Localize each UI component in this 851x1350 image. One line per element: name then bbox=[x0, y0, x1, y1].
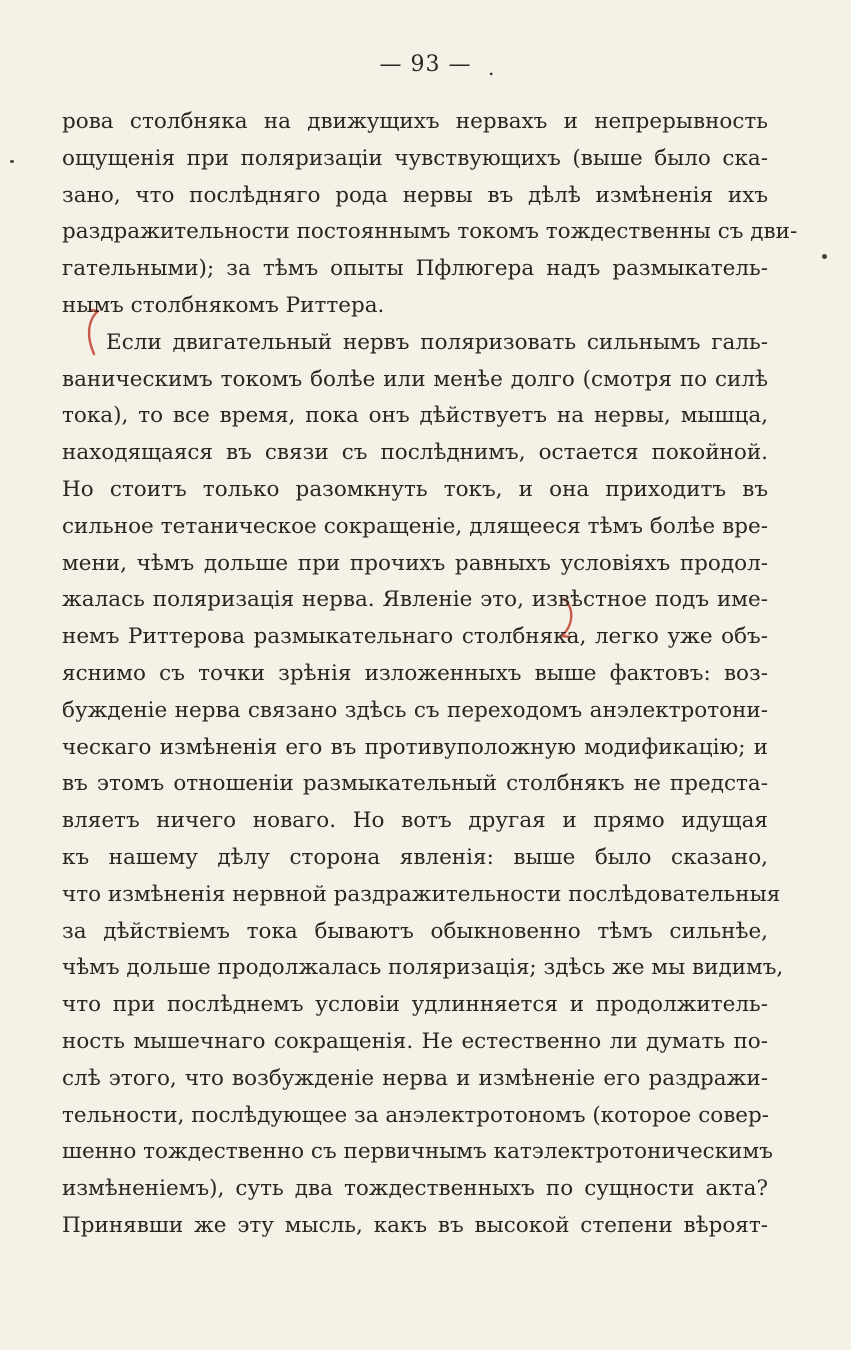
text-line: въ этомъ отношеніи размыкательный столбнякъ не предста- bbox=[62, 771, 768, 797]
text-line: ощущенія при поляризаціи чувствующихъ (выше было ска- bbox=[62, 145, 768, 171]
text-line: за дѣйствіемъ тока бываютъ обыкновенно тѣмъ сильнѣе, bbox=[62, 918, 768, 944]
text-line: шенно тождественно съ первичнымъ катэлектротоническимъ bbox=[62, 1139, 773, 1165]
text-line: сильное тетаническое сокращеніе, длящееся тѣмъ болѣе вре- bbox=[62, 513, 768, 539]
text-line: Если двигательный нервъ поляризовать сильнымъ галь- bbox=[106, 329, 768, 355]
text-line: нымъ столбнякомъ Риттера. bbox=[62, 292, 385, 318]
margin-speck-left bbox=[10, 160, 14, 163]
text-line: ность мышечнаго сокращенія. Не естественно ли думать по- bbox=[62, 1028, 768, 1054]
text-line: немъ Риттерова размыкательнаго столбняка, легко уже объ- bbox=[62, 624, 768, 650]
text-line: ваническимъ токомъ болѣе или менѣе долго (смотря по силѣ bbox=[62, 366, 768, 392]
text-line: зано, что послѣдняго рода нервы въ дѣлѣ измѣненія ихъ bbox=[62, 182, 768, 208]
text-line: рова столбняка на движущихъ нервахъ и непрерывность bbox=[62, 109, 768, 134]
text-line: жалась поляризація нерва. Явленіе это, извѣстное подъ име- bbox=[62, 587, 768, 613]
text-line: слѣ этого, что возбужденіе нерва и измѣненіе его раздражи- bbox=[62, 1065, 768, 1091]
text-line: яснимо съ точки зрѣнія изложенныхъ выше фактовъ: воз- bbox=[62, 660, 768, 686]
text-line: чѣмъ дольше продолжалась поляризація; здѣсь же мы видимъ, bbox=[62, 955, 784, 981]
text-line: Принявши же эту мысль, какъ въ высокой степени вѣроят- bbox=[62, 1212, 768, 1238]
body-text bbox=[62, 104, 798, 1245]
text-line: вляетъ ничего новаго. Но вотъ другая и прямо идущая bbox=[62, 808, 768, 834]
text-line: измѣненіемъ), суть два тождественныхъ по сущности акта? bbox=[62, 1176, 768, 1202]
text-line: что измѣненія нервной раздражительности послѣдовательныя bbox=[62, 881, 781, 907]
text-line: находящаяся въ связи съ послѣднимъ, остается покойной. bbox=[62, 440, 768, 466]
text-line: бужденіе нерва связано здѣсь съ переходомъ анэлектротони- bbox=[62, 697, 768, 723]
margin-speck-right bbox=[822, 254, 827, 259]
text-line: что при послѣднемъ условіи удлинняется и продолжитель- bbox=[62, 992, 768, 1018]
text-line: гательными); за тѣмъ опыты Пфлюгера надъ размыкатель- bbox=[62, 256, 768, 282]
text-line: Но стоитъ только разомкнуть токъ, и она приходитъ въ bbox=[62, 476, 768, 502]
text-line: раздражительности постояннымъ токомъ тождественны съ дви- bbox=[62, 219, 798, 245]
page-number: — 93 — bbox=[379, 52, 472, 77]
text-line: мени, чѣмъ дольше при прочихъ равныхъ условіяхъ продол- bbox=[62, 550, 768, 576]
text-line: тока), то все время, пока онъ дѣйствуетъ на нервы, мышца, bbox=[62, 403, 768, 429]
header-dot: . bbox=[488, 56, 495, 80]
text-line: къ нашему дѣлу сторона явленія: выше было сказано, bbox=[62, 844, 768, 870]
text-line: ческаго измѣненія его въ противуположную модификацію; и bbox=[62, 734, 768, 760]
text-line: тельности, послѣдующее за анэлектротономъ (которое совер- bbox=[62, 1102, 770, 1128]
